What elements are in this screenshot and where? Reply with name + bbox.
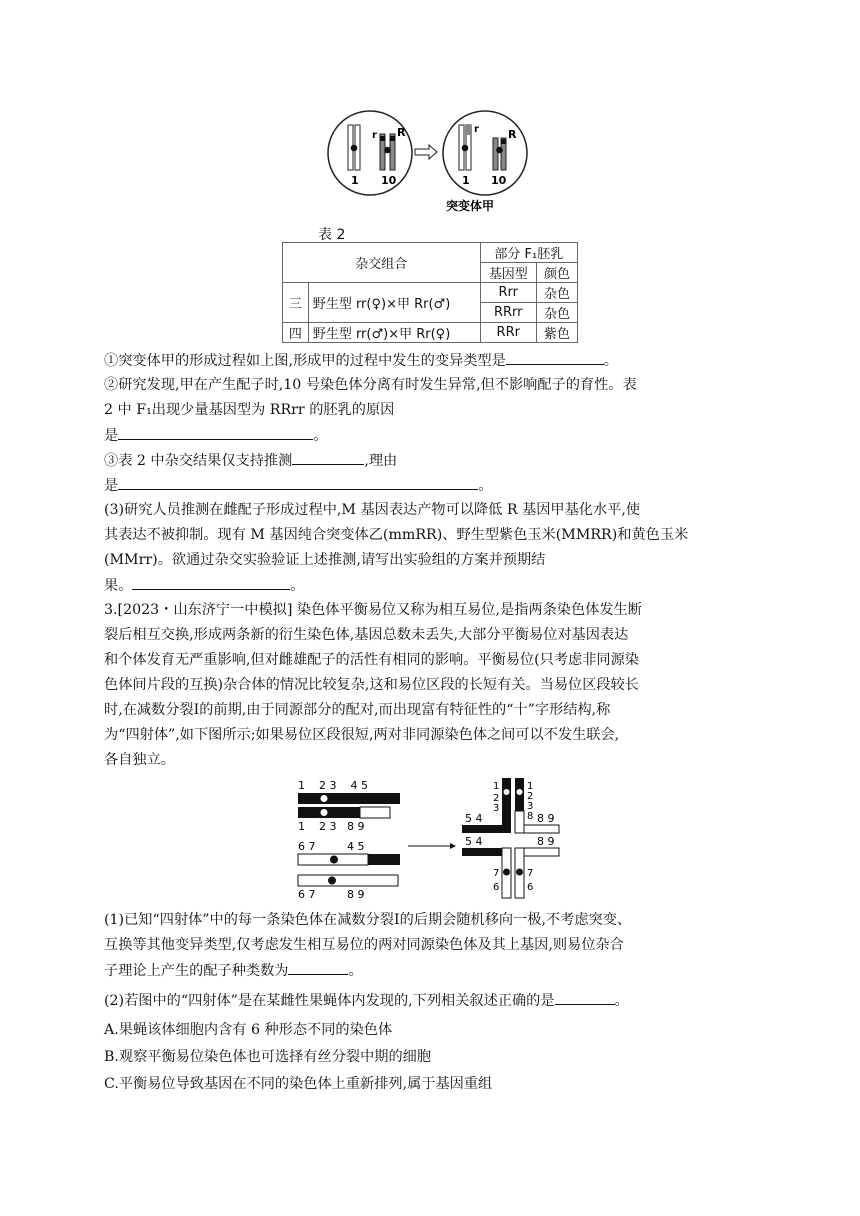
right-cell-circle xyxy=(443,111,527,195)
chromosome-bar xyxy=(298,793,400,804)
left-chr-1-label: 1 xyxy=(351,174,359,187)
q2-item2-answer: 是 。 xyxy=(104,425,764,446)
q2-item2-cont: 2 中 F₁出现少量基因型为 RRrr 的胚乳的原因 xyxy=(104,402,395,418)
cross-label: 2 xyxy=(493,793,500,804)
p3-line5: 时,在减数分裂Ⅰ的前期,由于同源部分的配对,而出现富有特征性的“十”字形结构,称 xyxy=(104,702,611,718)
p3-q2: (2)若图中的“四射体”是在某雌性果蝇体内发现的,下列相关叙述正确的是 。 xyxy=(104,990,764,1011)
answer-blank[interactable] xyxy=(292,450,364,465)
table2-row-cross: 野生型 rr(♀)×甲 Rr(♂) xyxy=(308,283,480,323)
mutant-caption: 突变体甲 xyxy=(446,199,495,213)
table2-row-id: 四 xyxy=(283,323,309,343)
left-cell-circle xyxy=(328,111,412,195)
table2-header-color: 颜色 xyxy=(536,263,577,283)
table2-row-genotype: Rrr xyxy=(480,283,536,303)
p3-line6: 为“四射体”,如下图所示;如果易位区段很短,两对非同源染色体之间可以不发生联会, xyxy=(104,727,620,743)
cross-label: 5 4 xyxy=(465,835,483,848)
option-b[interactable]: B.观察平衡易位染色体也可选择有丝分裂中期的细胞 xyxy=(104,1049,432,1065)
cross-label: 1 xyxy=(493,781,500,792)
table2-row-genotype: RRrr xyxy=(480,303,536,323)
cross-label: 2 xyxy=(527,791,534,802)
table2-header-genotype: 基因型 xyxy=(480,263,536,283)
answer-blank[interactable] xyxy=(132,575,290,590)
left-chr-10-label: 10 xyxy=(381,174,397,187)
table2-row-color: 杂色 xyxy=(536,303,577,323)
right-allele-r: r xyxy=(474,124,479,135)
table2-header-cross: 杂交组合 xyxy=(283,243,481,283)
mutant-formation-figure xyxy=(325,108,540,218)
table2-header-group: 部分 F₁胚乳 xyxy=(480,243,577,263)
option-c[interactable]: C.平衡易位导致基因在不同的染色体上重新排列,属于基因重组 xyxy=(104,1076,493,1092)
cross-label: 8 9 xyxy=(537,812,555,825)
p3-line7: 各自独立。 xyxy=(104,752,175,768)
q3-line3: (MMrr)。欲通过杂交实验验证上述推测,请写出实验组的方案并预期结 xyxy=(104,552,546,568)
cross-label: 6 xyxy=(493,882,500,893)
table2-row-color: 紫色 xyxy=(536,323,577,343)
cross-label: 8 9 xyxy=(537,835,555,848)
chromosome-bar xyxy=(298,875,398,886)
bar3-labels: 6 7 4 5 xyxy=(298,840,365,853)
quadrivalent-figure xyxy=(290,778,565,900)
p3-line4: 色体间片段的互换)杂合体的情况比较复杂,这和易位区段的长短有关。当易位区段较长 xyxy=(104,677,639,693)
transition-arrow-icon xyxy=(415,145,437,159)
cross-label: 8 xyxy=(527,811,534,822)
answer-blank[interactable] xyxy=(506,350,604,365)
answer-blank[interactable] xyxy=(118,475,478,490)
bar1-labels: 1 2 3 4 5 xyxy=(298,779,368,792)
table2-row-id: 三 xyxy=(283,283,309,323)
answer-blank[interactable] xyxy=(288,960,348,975)
p3-q1-line1: (1)已知“四射体”中的每一条染色体在减数分裂Ⅰ的后期会随机移向一极,不考虑突变、 xyxy=(104,912,632,928)
p3-line3: 和个体发育无严重影响,但对雌雄配子的活性有相同的影响。平衡易位(只考虑非同源染 xyxy=(104,652,639,668)
table2-title: 表 2 xyxy=(318,227,346,243)
q2-item3: ③表 2 中杂交结果仅支持推测 ,理由 xyxy=(104,450,764,471)
p3-q1-line2: 互换等其他变异类型,仅考虑发生相互易位的两对同源染色体及其上基因,则易位杂合 xyxy=(104,937,624,953)
q3-line2: 其表达不被抑制。现有 M 基因纯合突变体乙(mmRR)、野生型紫色玉米(MMRR)和黄色玉米 xyxy=(104,527,689,543)
cross-label: 1 xyxy=(527,781,534,792)
answer-blank[interactable] xyxy=(555,990,615,1005)
q2-item1: ①突变体甲的形成过程如上图,形成甲的过程中发生的变异类型是 。 xyxy=(104,350,764,371)
left-allele-R: R xyxy=(397,126,406,139)
answer-blank[interactable] xyxy=(118,425,313,440)
cross-label: 3 xyxy=(527,801,534,812)
left-allele-r: r xyxy=(372,130,377,141)
right-chr-10-label: 10 xyxy=(491,174,507,187)
cross-label: 3 xyxy=(493,803,500,814)
cross-label: 6 xyxy=(527,882,534,893)
q3-line4: 果。 。 xyxy=(104,575,764,596)
table2-row-genotype: RRr xyxy=(480,323,536,343)
table2 xyxy=(282,242,578,343)
table2-row-cross: 野生型 rr(♂)×甲 Rr(♀) xyxy=(308,323,480,343)
q3-line1: (3)研究人员推测在雌配子形成过程中,M 基因表达产物可以降低 R 基因甲基化水平,使 xyxy=(104,502,641,518)
cross-label: 7 xyxy=(493,868,500,879)
bar2-labels: 1 2 3 8 9 xyxy=(298,820,365,833)
bar4-labels: 6 7 8 9 xyxy=(298,888,365,900)
right-allele-R: R xyxy=(508,128,517,141)
p3-line1: 3.[2023・山东济宁一中模拟] 染色体平衡易位又称为相互易位,是指两条染色体发生断 xyxy=(104,602,642,618)
cross-label: 7 xyxy=(527,868,534,879)
arrow-icon xyxy=(408,843,456,849)
p3-q1-line3: 子理论上产生的配子种类数为 。 xyxy=(104,960,764,981)
chromosome-bar xyxy=(298,807,360,818)
table2-row-color: 杂色 xyxy=(536,283,577,303)
cross-label: 5 4 xyxy=(465,812,483,825)
option-a[interactable]: A.果蝇该体细胞内含有 6 种形态不同的染色体 xyxy=(104,1022,393,1038)
q2-item3-answer: 是 。 xyxy=(104,475,764,496)
right-chr-1-label: 1 xyxy=(462,174,470,187)
q2-item2: ②研究发现,甲在产生配子时,10 号染色体分离有时发生异常,但不影响配子的育性。表 xyxy=(104,377,637,393)
p3-line2: 裂后相互交换,形成两条新的衍生染色体,基因总数未丢失,大部分平衡易位对基因表达 xyxy=(104,627,629,643)
